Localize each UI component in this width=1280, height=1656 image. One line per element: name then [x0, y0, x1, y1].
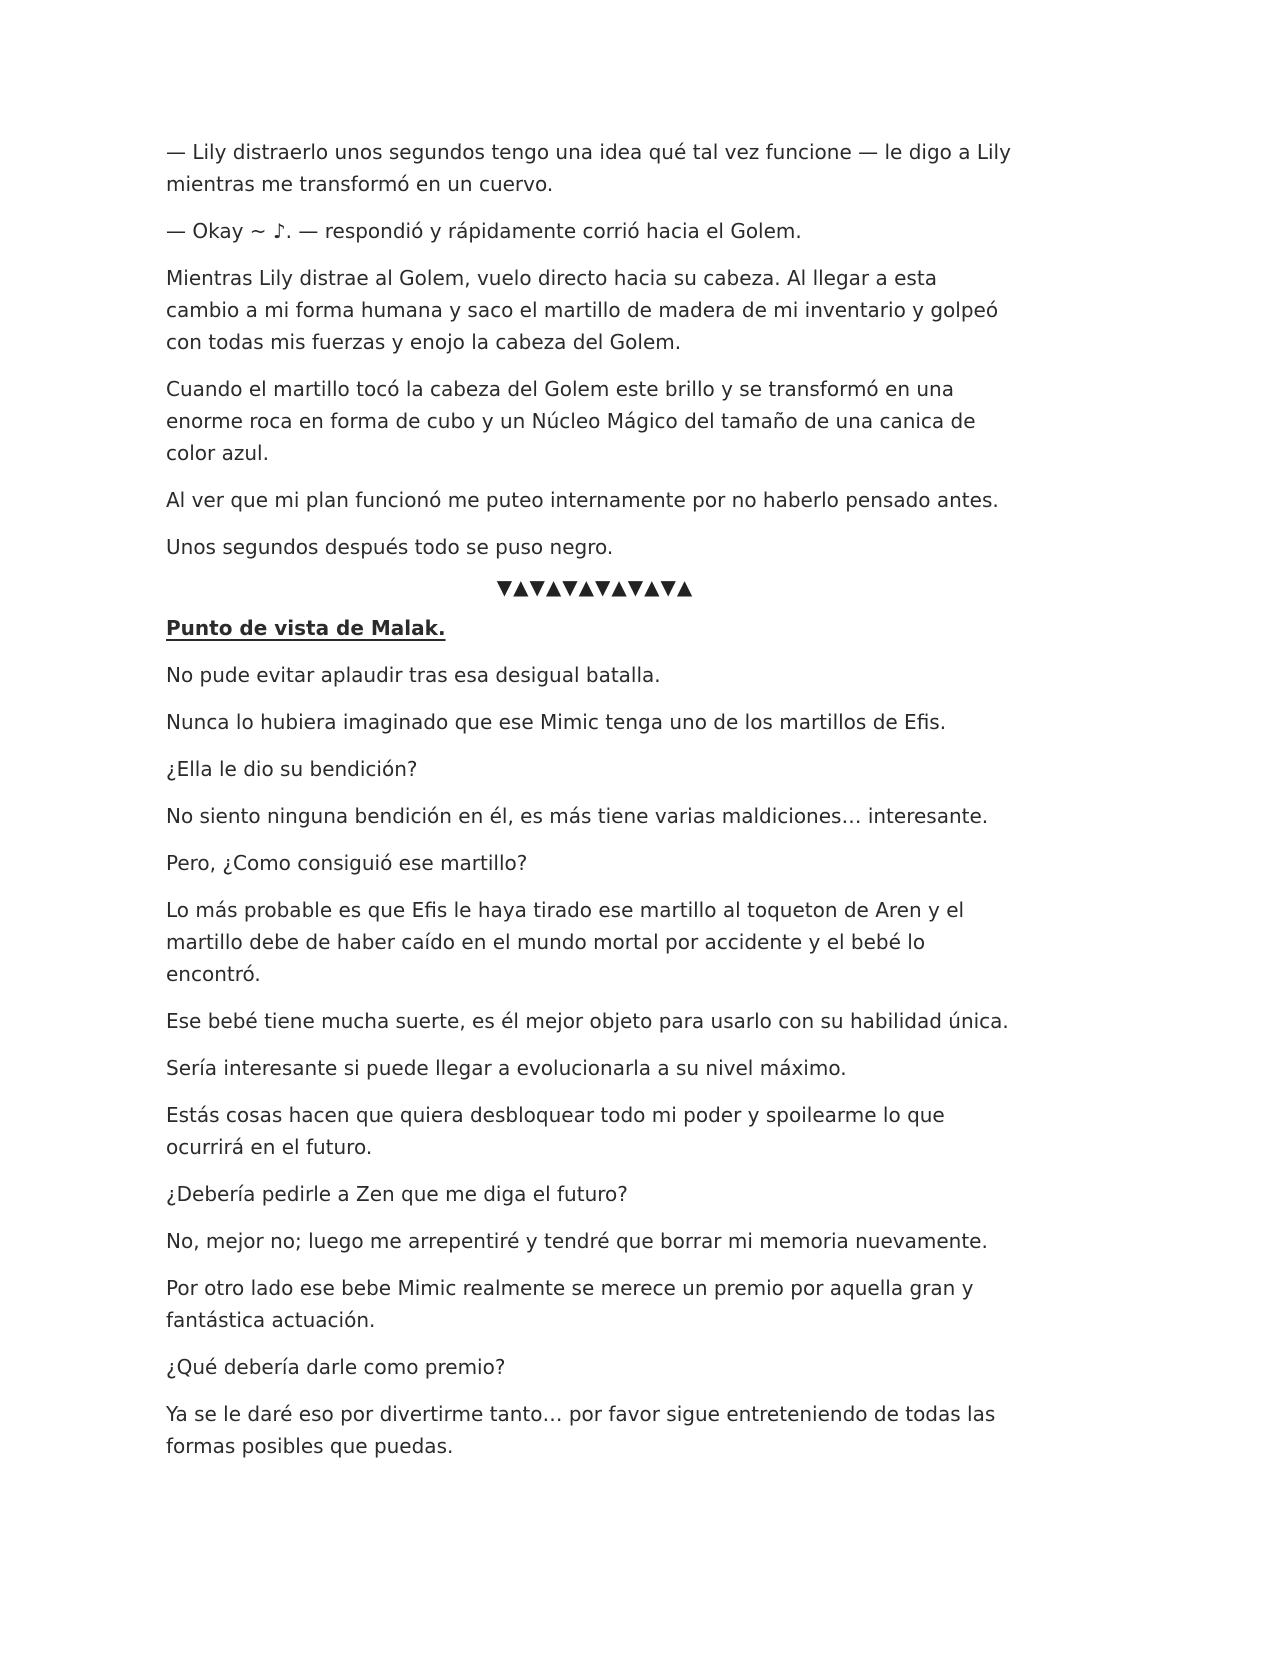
paragraph: ¿Debería pedirle a Zen que me diga el futuro?	[166, 1182, 628, 1206]
paragraph: Cuando el martillo tocó la cabeza del Golem este brillo y se transformó en una enorme roca en forma de cubo y un Núcleo Mágico del tamaño de una canica de color azul.	[166, 377, 976, 465]
paragraph: Ya se le daré eso por divertirme tanto… por favor sigue entreteniendo de todas las formas posibles que puedas.	[166, 1402, 996, 1458]
document-body	[166, 136, 1016, 1477]
paragraph: Por otro lado ese bebe Mimic realmente se merece un premio por aquella gran y fantástica actuación.	[166, 1276, 974, 1332]
paragraph: Unos segundos después todo se puso negro.	[166, 535, 614, 559]
paragraph: Sería interesante si puede llegar a evolucionarla a su nivel máximo.	[166, 1056, 847, 1080]
paragraph: — Okay ~ ♪. — respondió y rápidamente corrió hacia el Golem.	[166, 219, 802, 243]
paragraph: ¿Ella le dio su bendición?	[166, 757, 418, 781]
paragraph: Lo más probable es que Efis le haya tirado ese martillo al toqueton de Aren y el martillo debe de haber caído en el mundo mortal por accidente y el bebé lo encontró.	[166, 898, 965, 986]
paragraph: Al ver que mi plan funcionó me puteo internamente por no haberlo pensado antes.	[166, 488, 999, 512]
paragraph: Pero, ¿Como consiguió ese martillo?	[166, 851, 528, 875]
paragraph: No pude evitar aplaudir tras esa desigual batalla.	[166, 663, 661, 687]
paragraph: Nunca lo hubiera imaginado que ese Mimic tenga uno de los martillos de Efis.	[166, 710, 947, 734]
section-divider: ▼▲▼▲▼▲▼▲▼▲▼▲	[496, 575, 694, 599]
paragraph: Mientras Lily distrae al Golem, vuelo directo hacia su cabeza. Al llegar a esta cambio a mi forma humana y saco el martillo de madera de mi inventario y golpeó con todas mis fuerzas y enojo la cabeza del Golem.	[166, 266, 999, 354]
section-title: Punto de vista de Malak.	[166, 616, 446, 640]
paragraph: Estás cosas hacen que quiera desbloquear todo mi poder y spoilearme lo que ocurrirá en el futuro.	[166, 1103, 945, 1159]
paragraph: ¿Qué debería darle como premio?	[166, 1355, 506, 1379]
paragraph: No siento ninguna bendición en él, es más tiene varias maldiciones… interesante.	[166, 804, 989, 828]
paragraph: Ese bebé tiene mucha suerte, es él mejor objeto para usarlo con su habilidad única.	[166, 1009, 1009, 1033]
paragraph: — Lily distraerlo unos segundos tengo una idea qué tal vez funcione — le digo a Lily mientras me transformó en un cuervo.	[166, 140, 1011, 196]
paragraph: No, mejor no; luego me arrepentiré y tendré que borrar mi memoria nuevamente.	[166, 1229, 988, 1253]
